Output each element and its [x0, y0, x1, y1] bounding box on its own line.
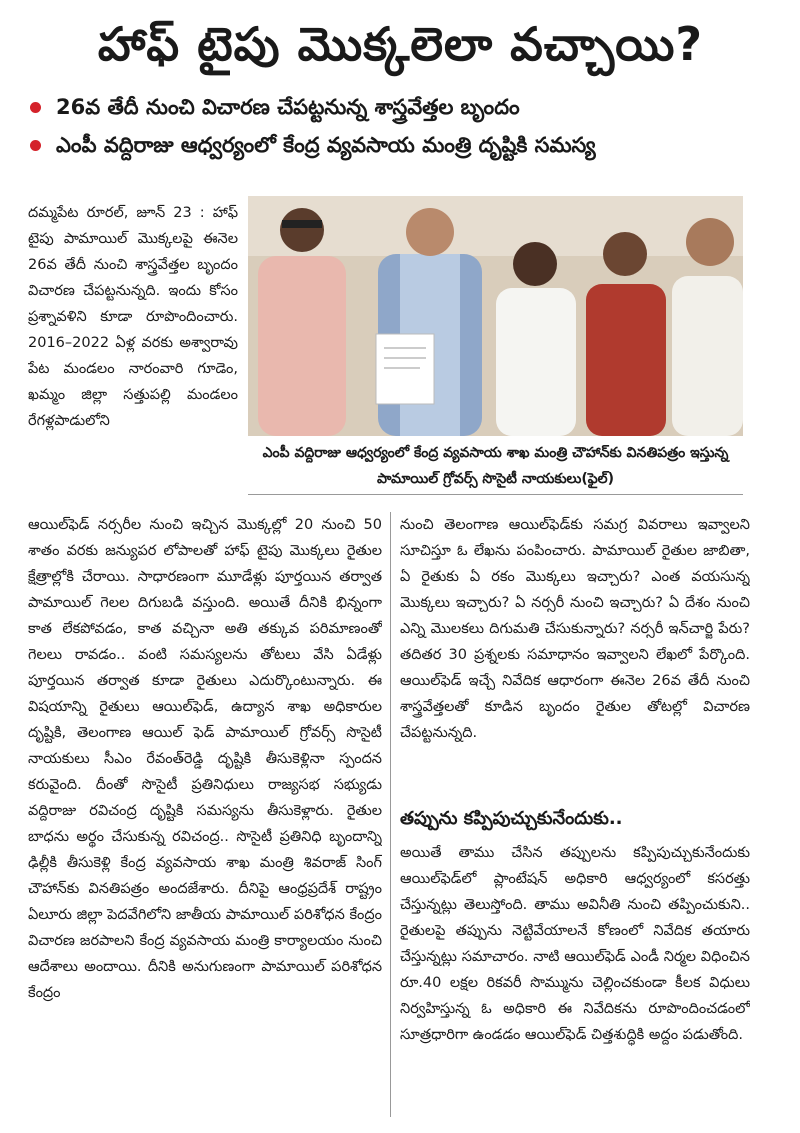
bullet-text: 26వ తేదీ నుంచి విచారణ చేపట్టనున్న శాస్త్రవేత్తల బృందం	[56, 95, 520, 119]
photo-caption: ఎంపీ వద్దిరాజు ఆధ్వర్యంలో కేంద్ర వ్యవసాయ శాఖ మంత్రి చౌహాన్‌కు వినతిపత్రం ఇస్తున్న పామాయిల్ గ్రోవర్స్ సొసైటీ నాయకులు(ఫైల్)	[262, 445, 729, 487]
subheadline-bullets	[28, 92, 773, 168]
right-column-body-2: అయితే తాము చేసిన తప్పులను కప్పిపుచ్చుకునేందుకు ఆయిల్‌ఫెడ్‌లో ప్లాంటేషన్ అధికారి ఆధ్వర్యంలో కసరత్తు చేస్తున్నట్లు తెలుస్తోంది. తాము అవినీతి నుంచి తప్పించుకుని.. రైతులపై తప్పును నెట్టివేయాలనే కోణంలో నివేదిక తయారు చేస్తున్నట్లు సమాచారం. నాటి ఆయిల్‌ఫెడ్ ఎండీ నిర్మల విధించిన రూ.40 లక్షల రికవరీ సొమ్మును చెల్లించకుండా కీలక విధులు నిర్వహిస్తున్న ఓ అధికారి ఈ నివేదికను రూపొందించడంలో సూత్రధారిగా ఉండడం ఆయిల్‌ఫెడ్ చిత్తశుద్ధికి అద్దం పడుతోంది.	[400, 845, 750, 1043]
right-column-body: నుంచి తెలంగాణ ఆయిల్‌ఫెడ్‌కు సమగ్ర వివరాలు ఇవ్వాలని సూచిస్తూ ఓ లేఖను పంపించారు. పామాయిల్ రైతుల జాబితా, ఏ రైతుకు ఏ రకం మొక్కలు ఇచ్చారు? ఎంత వయసున్న మొక్కలు ఇచ్చారు? ఏ నర్సరీ నుంచి ఇచ్చారు? ఏ దేశం నుంచి ఎన్ని మొలకలు దిగుమతి చేసుకున్నారు? నర్సరీ ఇన్‌చార్జి పేరు? తదితర 30 ప్రశ్నలకు సమాధానం ఇవ్వాలని లేఖలో పేర్కొంది. ఆయిల్‌ఫెడ్ ఇచ్చే నివేదిక ఆధారంగా ఈనెల 26వ తేదీ నుంచి శాస్త్రవేత్తలతో కూడిన బృందం రైతుల తోటల్లో విచారణ చేపట్టనున్నది.	[400, 517, 750, 741]
intro-paragraph: దమ్మపేట రూరల్, జూన్ 23 : హాఫ్ టైపు పామాయిల్ మొక్కలపై ఈనెల 26వ తేదీ నుంచి శాస్త్రవేత్తల బృందం విచారణ చేపట్టనున్నది. ఇందు కోసం ప్రశ్నావళిని కూడా రూపొందించారు. 2016–2022 ఏళ్ల వరకు అశ్వారావు పేట మండలం నారంవారి గూడెం, ఖమ్మం జిల్లా సత్తుపల్లి మండలం రేగళ్లపాడులోని	[28, 205, 238, 429]
news-photo	[248, 196, 743, 436]
red-bullet-icon	[30, 102, 41, 113]
column-divider	[390, 512, 391, 1117]
left-column-body: ఆయిల్‌ఫెడ్ నర్సరీల నుంచి ఇచ్చిన మొక్కల్లో 20 నుంచి 50 శాతం వరకు జన్యుపర లోపాలతో హాఫ్ టైపు మొక్కలు రైతుల క్షేత్రాల్లోకి చేరాయి. సాధారణంగా మూడేళ్లు పూర్తయిన తర్వాత పామాయిల్ గెలల దిగుబడి వస్తుంది. అయితే దీనికి భిన్నంగా కాత లేకపోవడం, కాత వచ్చినా అతి తక్కువ పరిమాణంతో గెలలు రావడం.. వంటి సమస్యలను తోటలు వేసి ఏడేళ్లు పూర్తయిన తర్వాత కూడా రైతులు ఎదుర్కొంటున్నారు. ఈ విషయాన్ని రైతులు ఆయిల్‌ఫెడ్, ఉద్యాన శాఖ అధికారుల దృష్టికి, తెలంగాణ ఆయిల్ ఫెడ్ పామాయిల్ గ్రోవర్స్ సొసైటీ నాయకులు సీఎం రేవంత్‌రెడ్డి దృష్టికి తీసుకెళ్లినా స్పందన కరువైంది. దీంతో సొసైటీ ప్రతినిధులు రాజ్యసభ సభ్యుడు వద్దిరాజు రవిచంద్ర దృష్టికి సమస్యను తీసుకెళ్లారు. రైతుల బాధను అర్థం చేసుకున్న రవిచంద్ర.. సొసైటీ ప్రతినిధి బృందాన్ని ఢిల్లీకి తీసుకెళ్లి కేంద్ర వ్యవసాయ శాఖ మంత్రి శివరాజ్ సింగ్ చౌహాన్‌కు వినతిపత్రం అందజేశారు. దీనిపై ఆంధ్రప్రదేశ్ రాష్ట్రం ఏలూరు జిల్లా పెదవేగిలోని జాతీయ పామాయిల్ పరిశోధన కేంద్రం విచారణ జరపాలని కేంద్ర వ్యవసాయ మంత్రి కార్యాలయం నుంచి ఆదేశాలు అందాయి. దీనికి అనుగుణంగా పామాయిల్ పరిశోధన కేంద్రం	[28, 517, 382, 1001]
bullet-item	[28, 92, 773, 130]
bullet-item	[28, 130, 773, 168]
document-paper	[376, 334, 434, 404]
section-subheading: తప్పును కప్పిపుచ్చుకునేందుకు..	[400, 808, 623, 829]
bullet-text: ఎంపీ వద్దిరాజు ఆధ్వర్యంలో కేంద్ర వ్యవసాయ మంత్రి దృష్టికి సమస్య	[56, 133, 596, 157]
red-bullet-icon	[30, 140, 41, 151]
headline: హాఫ్ టైపు మొక్కలెలా వచ్చాయి?	[97, 17, 704, 71]
caption-divider	[248, 494, 743, 495]
photo-block	[248, 196, 743, 494]
